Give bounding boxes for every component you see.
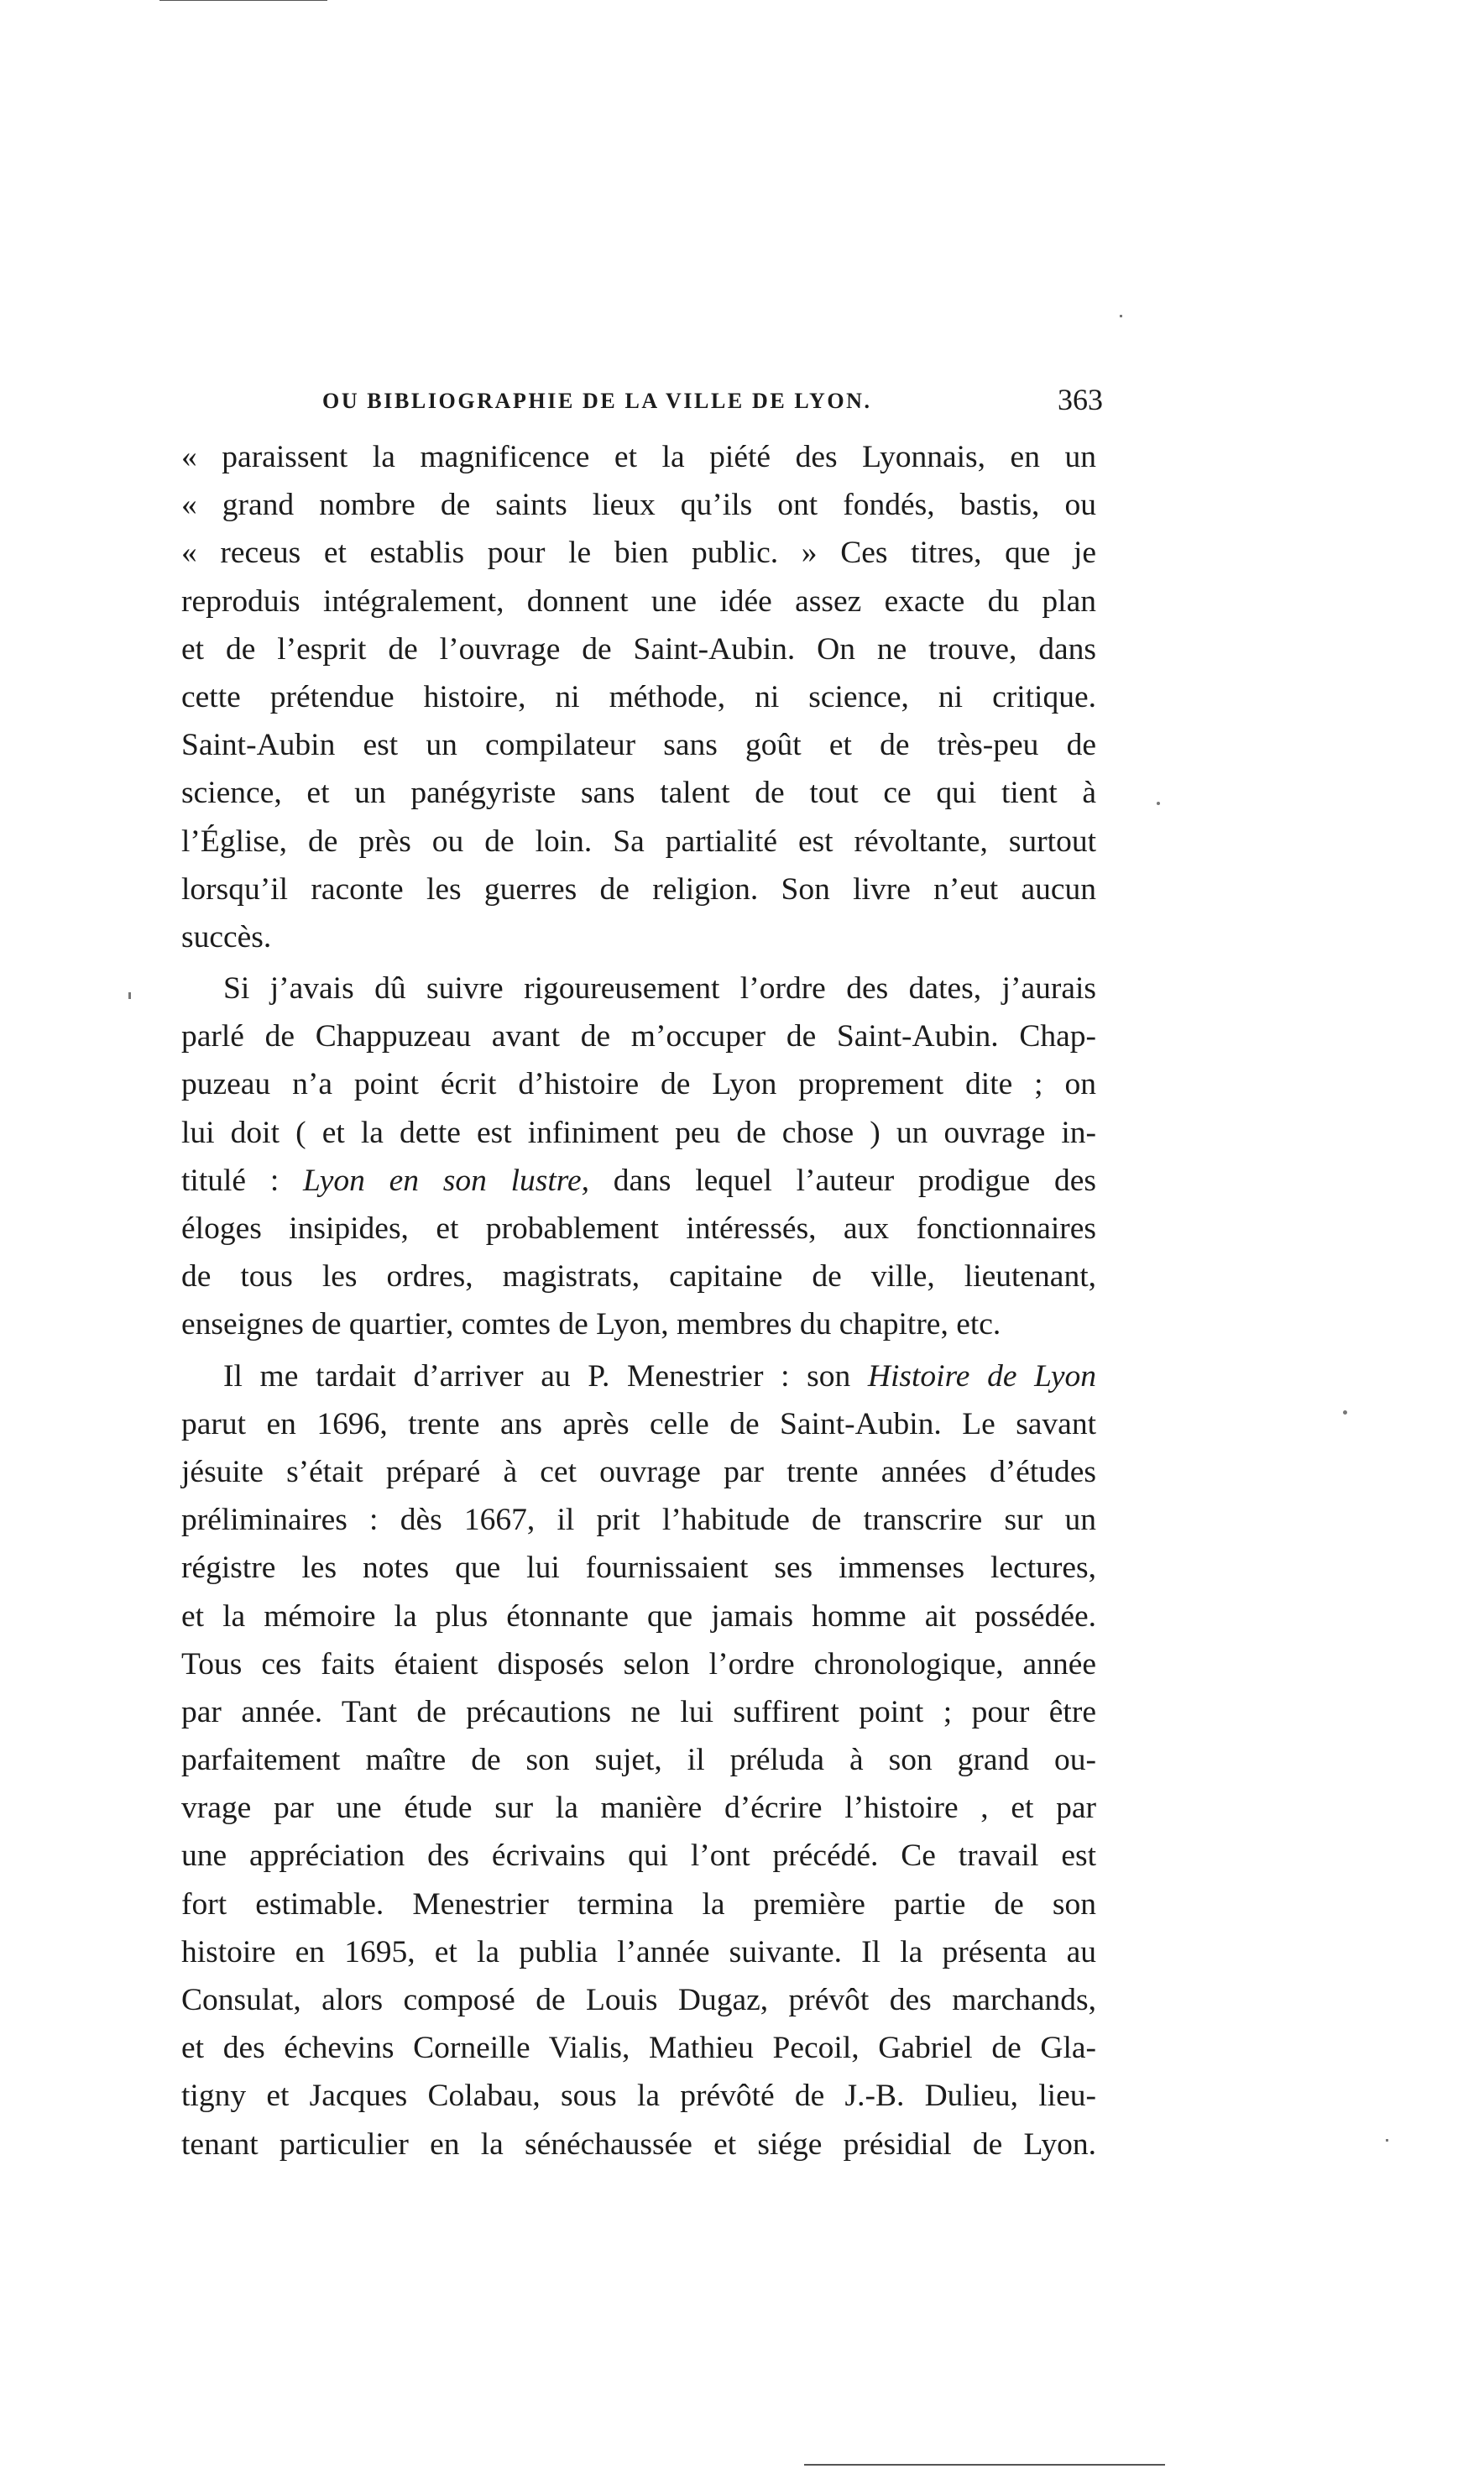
text-line: tenant particulier en la sénéchaussée et siége présidial de Lyon. [181, 2126, 1096, 2162]
text-line: régistre les notes que lui fournissaient ses immenses lectures, [181, 1551, 1096, 1586]
text-line: puzeau n’a point écrit d’histoire de Lyon proprement dite ; on [181, 1067, 1096, 1102]
text-line: l’Église, de près ou de loin. Sa partialité est révoltante, surtout [181, 824, 1096, 859]
text-line-with-title [181, 1157, 1096, 1205]
running-head [322, 382, 1103, 424]
text-line: tigny et Jacques Colabau, sous la prévôté de J.-B. Dulieu, lieu- [181, 2079, 1096, 2114]
text-line: et de l’esprit de l’ouvrage de Saint-Aubin. On ne trouve, dans [181, 631, 1096, 667]
text-line: enseignes de quartier, comtes de Lyon, membres du chapitre, etc. [181, 1307, 1001, 1342]
line-text: dans lequel l’auteur prodigue des [613, 1163, 1096, 1198]
text-line: Saint-Aubin est un compilateur sans goût et de très-peu de [181, 728, 1096, 763]
book-title-lyon-en-son-lustre: Lyon en son lustre, [302, 1163, 589, 1198]
text-line: préliminaires : dès 1667, il prit l’habitude de transcrire sur un [181, 1503, 1096, 1538]
scan-speck [1343, 1410, 1347, 1415]
text-line: parlé de Chappuzeau avant de m’occuper de Saint-Aubin. Chap- [181, 1019, 1096, 1054]
text-line: lorsqu’il raconte les guerres de religion. Son livre n’eut aucun [181, 871, 1096, 907]
text-line: « grand nombre de saints lieux qu’ils ont fondés, bastis, ou [181, 488, 1096, 523]
scan-speck [1157, 802, 1160, 805]
scan-speck [1386, 2139, 1388, 2142]
bottom-edge-rule [804, 2464, 1165, 2466]
text-line: Si j’avais dû suivre rigoureusement l’ordre des dates, j’aurais [223, 971, 1096, 1007]
top-edge-rule [159, 0, 327, 1]
running-head-title: OU BIBLIOGRAPHIE DE LA VILLE DE LYON. [322, 389, 872, 413]
text-line: parfaitement maître de son sujet, il préluda à son grand ou- [181, 1743, 1096, 1778]
text-line: cette prétendue histoire, ni méthode, ni science, ni critique. [181, 679, 1096, 714]
text-line: science, et un panégyriste sans talent de tout ce qui tient à [181, 776, 1096, 811]
text-line: « receus et establis pour le bien public. » Ces titres, que je [181, 536, 1096, 571]
page-number: 363 [1058, 383, 1103, 416]
text-line: succès. [181, 919, 272, 955]
text-line: et la mémoire la plus étonnante que jamais homme ait possédée. [181, 1598, 1096, 1634]
text-line: et des échevins Corneille Vialis, Mathieu Pecoil, Gabriel de Gla- [181, 2031, 1096, 2066]
text-line: Consulat, alors composé de Louis Dugaz, prévôt des marchands, [181, 1983, 1096, 2017]
line-text: Il me tardait d’arriver au P. Menestrier : son [223, 1358, 851, 1394]
text-line: Tous ces faits étaient disposés selon l’ordre chronologique, année [181, 1646, 1096, 1682]
text-line: lui doit ( et la dette est infiniment peu de chose ) un ouvrage in- [181, 1115, 1096, 1150]
text-line: « paraissent la magnificence et la piété des Lyonnais, en un [181, 440, 1096, 474]
text-line: une appréciation des écrivains qui l’ont précédé. Ce travail est [181, 1839, 1096, 1874]
scan-speck [128, 992, 131, 999]
text-line: vrage par une étude sur la manière d’écrire l’histoire , et par [181, 1791, 1096, 1826]
text-line: fort estimable. Menestrier termina la première partie de son [181, 1886, 1096, 1922]
text-line: de tous les ordres, magistrats, capitaine de ville, lieutenant, [181, 1259, 1096, 1295]
text-line: jésuite s’était préparé à cet ouvrage par trente années d’études [181, 1454, 1096, 1489]
text-line: par année. Tant de précautions ne lui suffirent point ; pour être [181, 1694, 1096, 1729]
text-line: histoire en 1695, et la publia l’année suivante. Il la présenta au [181, 1934, 1096, 1969]
text-line: éloges insipides, et probablement intéressés, aux fonctionnaires [181, 1211, 1096, 1246]
body-text [181, 433, 1096, 2168]
text-line: parut en 1696, trente ans après celle de Saint-Aubin. Le savant [181, 1406, 1096, 1441]
text-line: reproduis intégralement, donnent une idée assez exacte du plan [181, 583, 1096, 619]
text-line-with-title [181, 1352, 1096, 1400]
scan-speck [1120, 315, 1122, 317]
book-title-histoire-de-lyon: Histoire de Lyon [867, 1358, 1097, 1394]
line-text: titulé : [181, 1163, 280, 1198]
